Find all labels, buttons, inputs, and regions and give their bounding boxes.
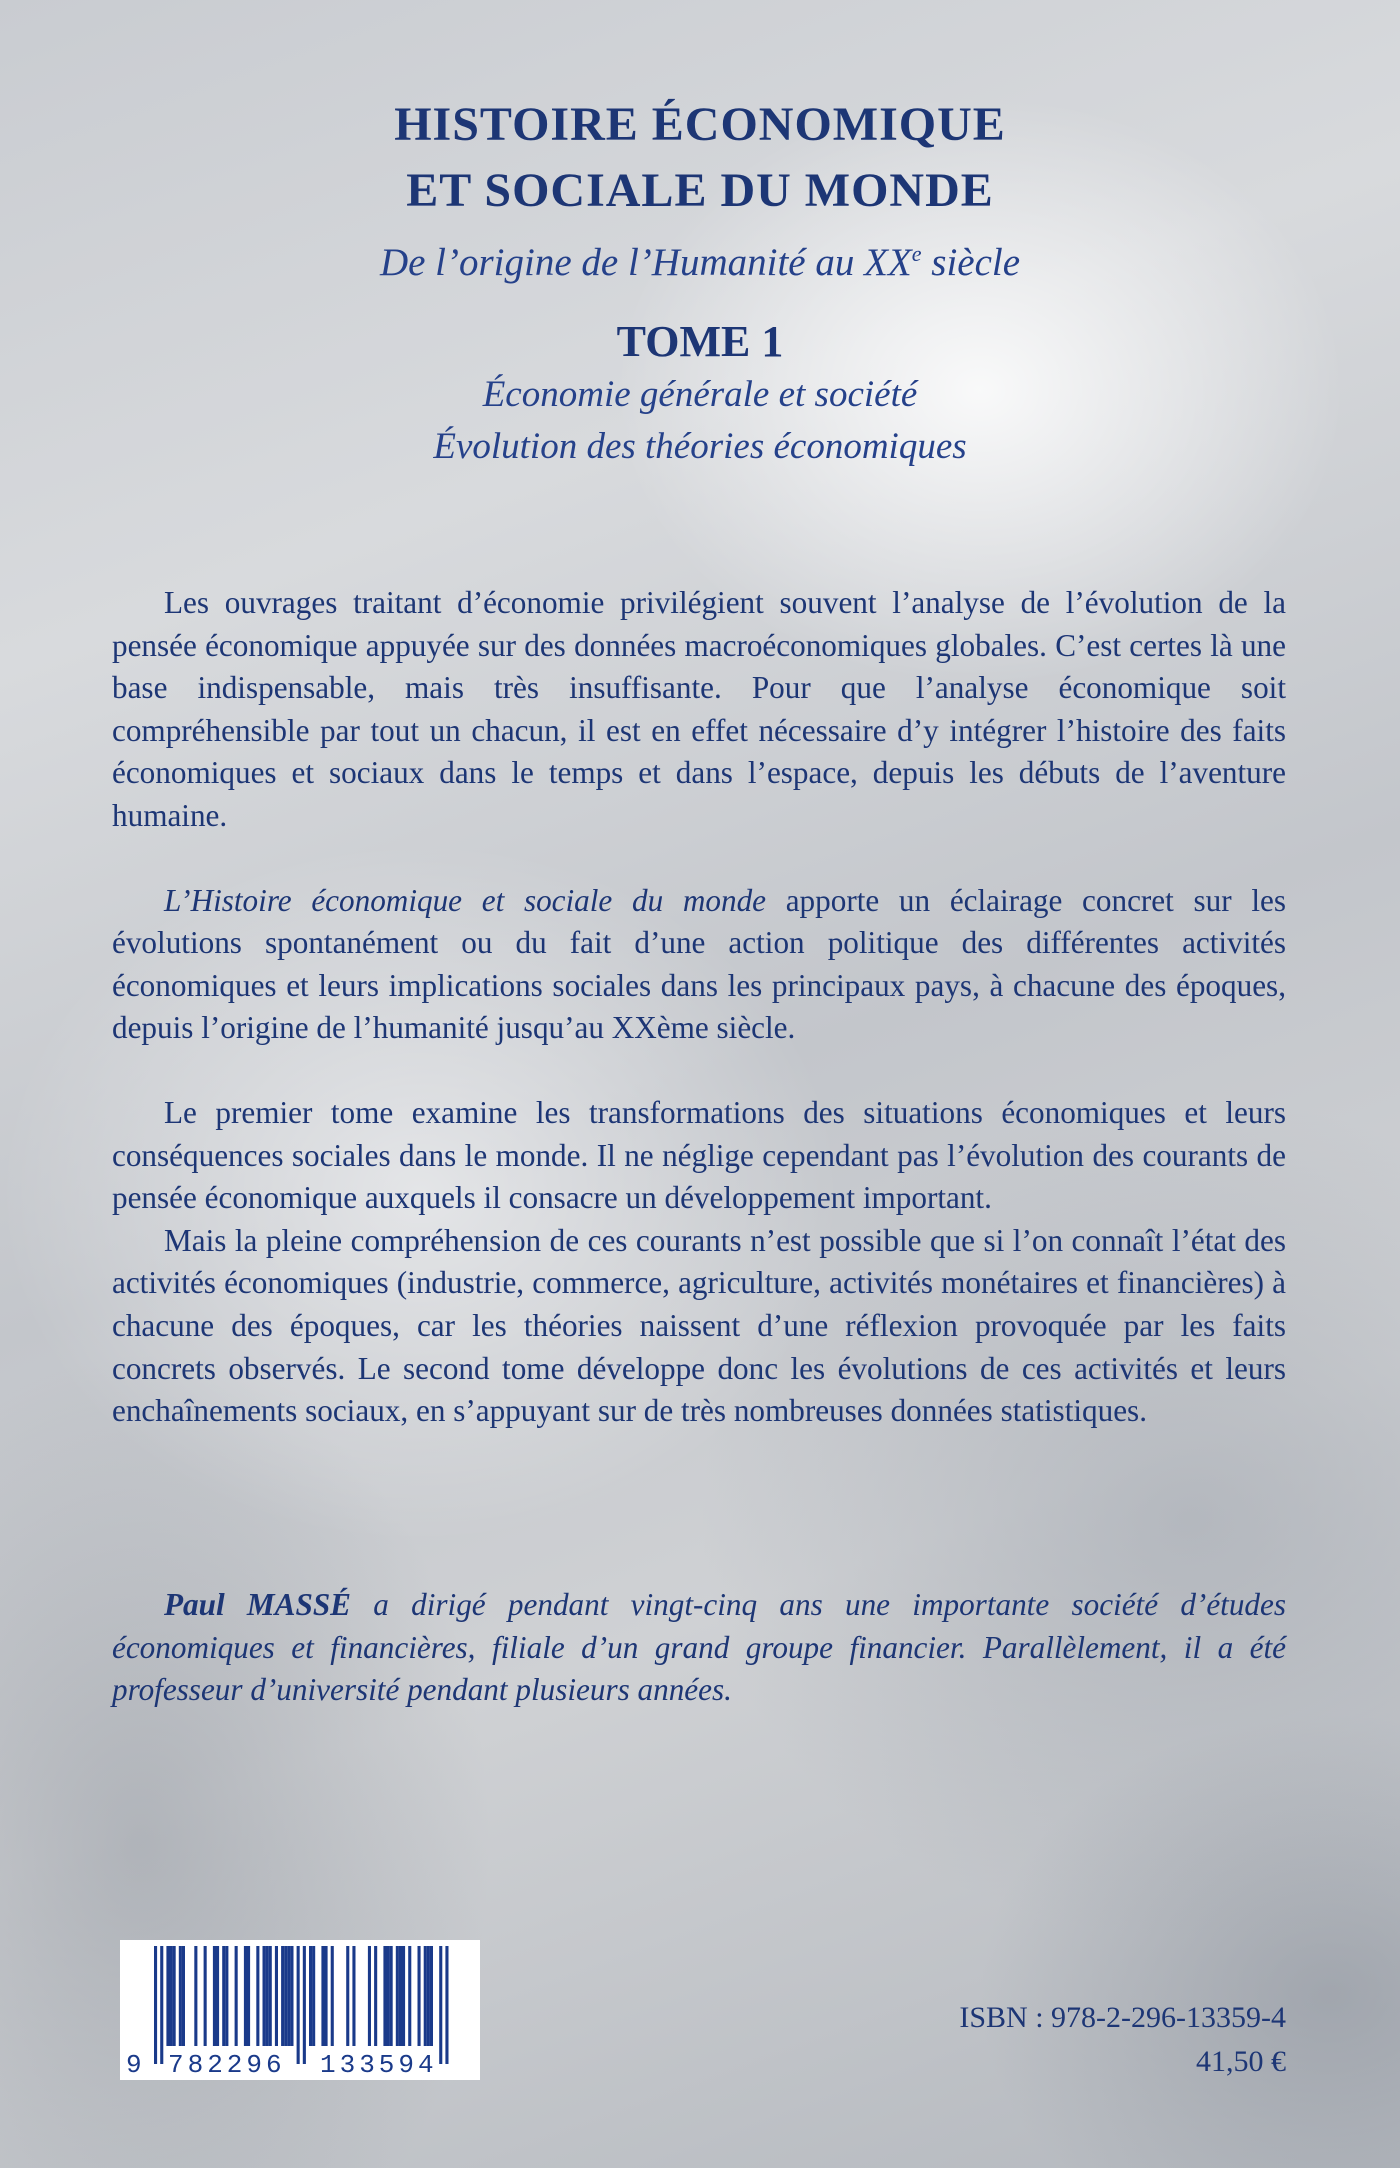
title-line-1: HISTOIRE ÉCONOMIQUE (394, 98, 1006, 151)
barcode-left-digits: 782296 (168, 2050, 286, 2080)
barcode-bar (396, 1946, 399, 2046)
barcode-bar (408, 1946, 411, 2046)
barcode-bar (179, 1946, 182, 2046)
barcode-bar (430, 1946, 433, 2046)
barcode-bar (182, 1946, 185, 2046)
barcode-bar (263, 1946, 266, 2046)
barcode-bar (374, 1946, 377, 2046)
barcode-bar (222, 1946, 225, 2046)
barcode-bar (275, 1946, 278, 2046)
barcode-bar (321, 1946, 324, 2046)
description (112, 582, 1286, 1433)
description-paragraph-4: Mais la pleine compréhension de ces courants n’est possible que si l’on connaît l’état des activités économiques (industrie, commerce, agriculture, activités monétaires et financières) à chacune des époques, car les théories naissent d’une réflexion provoquée par les faits concrets observés. Le second tome développe donc les évolutions de ces activités et leurs enchaînements sociaux, en s’appuyant sur de très nombreuses données statistiques. (112, 1222, 1286, 1429)
barcode-bar (244, 1946, 247, 2046)
barcode-bar (204, 1946, 207, 2046)
barcode-bar (418, 1946, 421, 2046)
description-paragraph-2 (112, 880, 1286, 1050)
barcode-bar (427, 1946, 430, 2046)
barcode-bar (213, 1946, 216, 2046)
barcode-bar (424, 1946, 427, 2046)
price: 41,50 € (1196, 2045, 1286, 2078)
barcode-right-digits: 133594 (320, 2050, 438, 2080)
book-title-reference: L’Histoire économique et sociale du monde (164, 882, 767, 918)
barcode-bar (387, 1946, 390, 2046)
barcode-bar (383, 1946, 386, 2046)
barcode-bar (173, 1946, 176, 2046)
barcode-bar (160, 1946, 163, 2064)
isbn-price-block (959, 1996, 1286, 2084)
barcode-bar (399, 1946, 402, 2046)
barcode-bar (312, 1946, 315, 2046)
barcode-bar (284, 1946, 287, 2046)
barcode-bar (225, 1946, 228, 2046)
barcode-bar (445, 1946, 448, 2064)
barcode-bar (390, 1946, 393, 2046)
barcode-bar (281, 1946, 284, 2046)
barcode-bar (154, 1946, 157, 2064)
tome-subtitle-1: Économie générale et société (482, 374, 918, 415)
subtitle-text: De l’origine de l’Humanité au XX (379, 241, 912, 284)
barcode-bar (346, 1946, 349, 2046)
author-bio (112, 1584, 1286, 1712)
author-name: Paul MASSÉ (164, 1587, 351, 1622)
barcode-bar (247, 1946, 250, 2046)
barcode-bar (331, 1946, 334, 2046)
barcode-bar (325, 1946, 328, 2046)
barcode-bar (290, 1946, 293, 2046)
barcode-bar (269, 1946, 272, 2046)
description-paragraph-3: Le premier tome examine les transformations des situations économiques et leurs conséquences sociales dans le monde. Il ne néglige cependant pas l’évolution des courants de pensée économique auxquels il consacre un développement important. (112, 1094, 1286, 1216)
title-line-2: ET SOCIALE DU MONDE (406, 164, 994, 217)
barcode-bar (402, 1946, 405, 2046)
subtitle-end: siècle (921, 241, 1021, 284)
barcode-bar (368, 1946, 371, 2046)
barcode-bar (303, 1946, 306, 2064)
description-paragraph-2-text: apporte un éclairage concret sur les évolutions spontanément ou du fait d’une action politique des différentes activités économiques et leurs implications sociales dans les principaux pays, à chacune des époques, depuis l’origine de l’humanité jusqu’au XXème siècle. (112, 882, 1286, 1046)
barcode-bar (266, 1946, 269, 2046)
tome-label: TOME 1 (616, 317, 784, 366)
barcode-first-digit: 9 (126, 2050, 142, 2080)
barcode-bar (352, 1946, 355, 2046)
barcode-bar (166, 1946, 169, 2046)
cover-header (0, 92, 1400, 473)
barcode-bar (297, 1946, 300, 2064)
barcode-bar (235, 1946, 238, 2046)
description-paragraph-1: Les ouvrages traitant d’économie privilégient souvent l’analyse de l’évolution de la pensée économique appuyée sur des données macroéconomiques globales. C’est certes là une base indispensable, mais très insuffisante. Pour que l’analyse économique soit compréhensible par tout un chacun, il est en effet nécessaire d’y intégrer l’histoire des faits économiques et sociaux dans le temps et dans l’espace, depuis les débuts de l’aventure humaine. (112, 585, 1286, 833)
author-bio-text: a dirigé pendant vingt-cinq ans une importante société d’études économiques et financières, filiale d’un grand groupe financier. Parallèlement, il a été professeur d’université pendant plusieurs années. (112, 1587, 1286, 1708)
book-title (0, 92, 1400, 224)
book-subtitle (0, 230, 1400, 287)
isbn-barcode (120, 1940, 480, 2080)
barcode-bar (309, 1946, 312, 2046)
barcode-bar (256, 1946, 259, 2046)
subtitle-superscript: e (911, 241, 922, 266)
barcode-bar (194, 1946, 197, 2046)
barcode-bar (170, 1946, 173, 2046)
barcode-bar (216, 1946, 219, 2046)
author-bio-paragraph (112, 1584, 1286, 1712)
isbn-number: ISBN : 978-2-296-13359-4 (959, 2001, 1286, 2034)
barcode-bar (439, 1946, 442, 2064)
tome-subtitle-2: Évolution des théories économiques (433, 426, 967, 467)
barcode-bar (287, 1946, 290, 2046)
